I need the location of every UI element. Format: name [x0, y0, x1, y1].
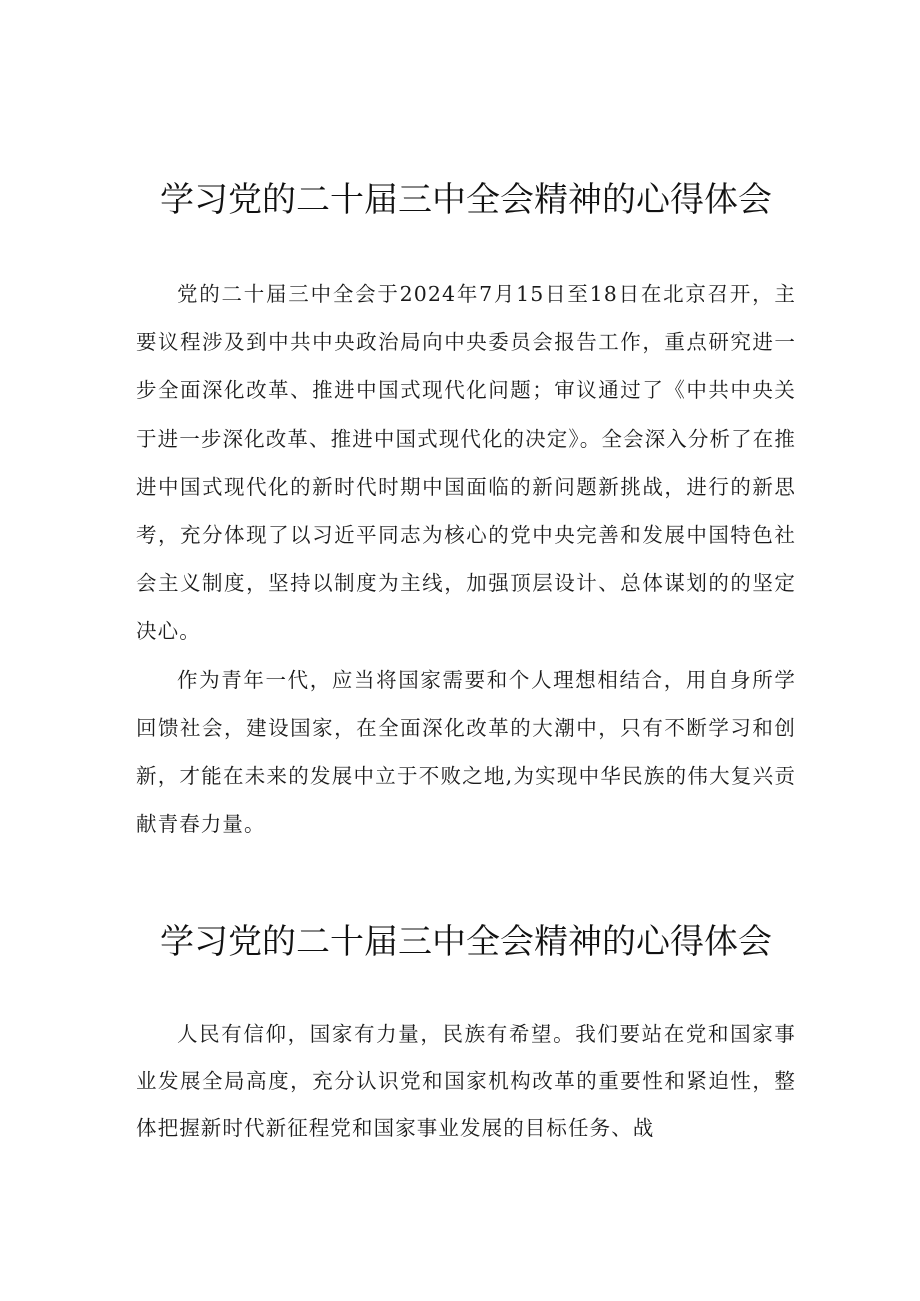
article-1-paragraph-2: 作为青年一代，应当将国家需要和个人理想相结合，用自身所学回馈社会，建设国家，在全面深化改革的大潮中，只有不断学习和创新，才能在未来的发展中立于不败之地,为实现中华民族的伟大复兴贡献青春力量。 [136, 667, 796, 837]
article-1-body [136, 270, 796, 848]
article-1-title: 学习党的二十届三中全会精神的心得体会 [160, 180, 772, 220]
article-1-paragraph-1: 党的二十届三中全会于2024年7月15日至18日在北京召开，主要议程涉及到中共中央政治局向中央委员会报告工作，重点研究进一步全面深化改革、推进中国式现代化问题；审议通过了《中共中央关于进一步深化改革、推进中国式现代化的决定》。全会深入分析了在推进中国式现代化的新时代时期中国面临的新问题新挑战，进行的新思考，充分体现了以习近平同志为核心的党中央完善和发展中国特色社会主义制度，坚持以制度为主线，加强顶层设计、总体谋划的的坚定决心。 [136, 282, 796, 644]
article-2-paragraph-1: 人民有信仰，国家有力量，民族有希望。我们要站在党和国家事业发展全局高度，充分认识党和国家机构改革的重要性和紧迫性，整体把握新时代新征程党和国家事业发展的目标任务、战 [136, 1022, 796, 1140]
article-2 [136, 912, 796, 1152]
article-2-title: 学习党的二十届三中全会精神的心得体会 [160, 922, 772, 962]
article-1 [136, 170, 796, 848]
article-2-body [136, 1011, 796, 1152]
